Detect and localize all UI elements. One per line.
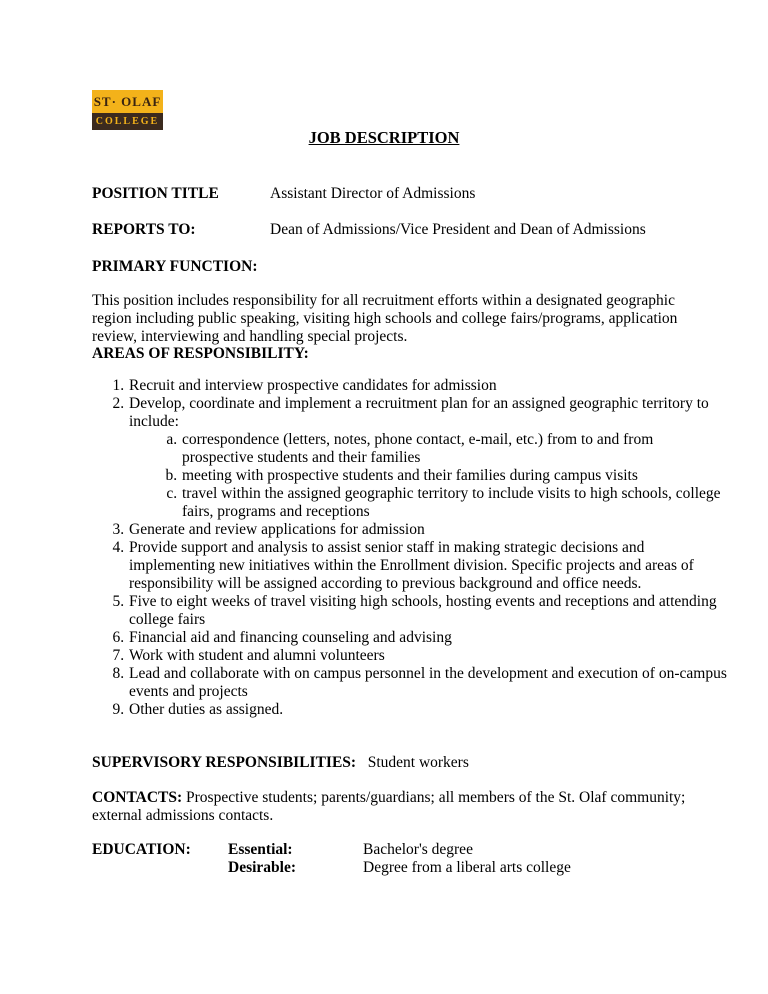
sub-list <box>129 431 728 521</box>
st-olaf-logo <box>92 90 163 130</box>
supervisory-value: Student workers <box>367 754 469 771</box>
list-item: 4. Provide support and analysis to assist senior staff in making strategic decisions and implementing new initiatives within the Enrollment division. Specific projects and areas of responsibility will be assigned according to previous background and office needs. <box>128 539 728 593</box>
primary-function-text: This position includes responsibility for all recruitment efforts within a designated geographic region including public speaking, visiting high schools and college fairs/programs, application review, interviewing and handling special projects. <box>92 292 678 345</box>
essential-value: Bachelor's degree <box>363 841 473 858</box>
areas-heading: AREAS OF RESPONSIBILITY: <box>92 345 309 362</box>
desirable-value: Degree from a liberal arts college <box>363 859 571 876</box>
list-item: 6. Financial aid and financing counseling and advising <box>128 629 728 647</box>
list-item: 9. Other duties as assigned. <box>128 701 728 719</box>
reports-to-label: REPORTS TO: <box>92 221 196 238</box>
position-title-value: Assistant Director of Admissions <box>270 185 476 202</box>
list-item: 8. Lead and collaborate with on campus personnel in the development and execution of on-campus events and projects <box>128 665 728 701</box>
contacts-row <box>92 789 692 825</box>
sub-list-item: a. correspondence (letters, notes, phone contact, e-mail, etc.) from to and from prospective students and their families <box>181 431 728 467</box>
desirable-label: Desirable: <box>228 859 297 876</box>
position-title-label: POSITION TITLE <box>92 185 219 202</box>
sub-list-item: c. travel within the assigned geographic territory to include visits to high schools, college fairs, programs and receptions <box>181 485 728 521</box>
supervisory-label: SUPERVISORY RESPONSIBILITIES: <box>92 754 357 771</box>
list-item: 7. Work with student and alumni volunteers <box>128 647 728 665</box>
sub-list-item: b. meeting with prospective students and their families during campus visits <box>181 467 728 485</box>
responsibility-list <box>92 377 728 719</box>
education-label: EDUCATION: <box>92 841 191 858</box>
logo-top: ST· OLAF <box>92 90 163 113</box>
list-item: 3. Generate and review applications for admission <box>128 521 728 539</box>
list-item: 2. Develop, coordinate and implement a recruitment plan for an assigned geographic territory to include: a. correspondence (letters, notes, phone contact, e-mail, etc.) from to and from prospective students and their families b. meeting with prospective students and their families during campus visits c. travel within the assigned geographic territory to include visits to high schools, college fairs, programs and receptions <box>128 395 728 521</box>
reports-to-value: Dean of Admissions/Vice President and Dean of Admissions <box>270 221 646 238</box>
essential-label: Essential: <box>228 841 293 858</box>
list-item: 5. Five to eight weeks of travel visiting high schools, hosting events and receptions and attending college fairs <box>128 593 728 629</box>
contacts-value: Prospective students; parents/guardians; all members of the St. Olaf community; external admissions contacts. <box>92 789 686 824</box>
document-title: JOB DESCRIPTION <box>308 128 460 147</box>
supervisory-row <box>92 754 469 772</box>
contacts-label: CONTACTS: <box>92 789 183 806</box>
logo-bottom: COLLEGE <box>92 113 163 130</box>
list-item: 1. Recruit and interview prospective candidates for admission <box>128 377 728 395</box>
primary-function-heading: PRIMARY FUNCTION: <box>92 258 258 275</box>
